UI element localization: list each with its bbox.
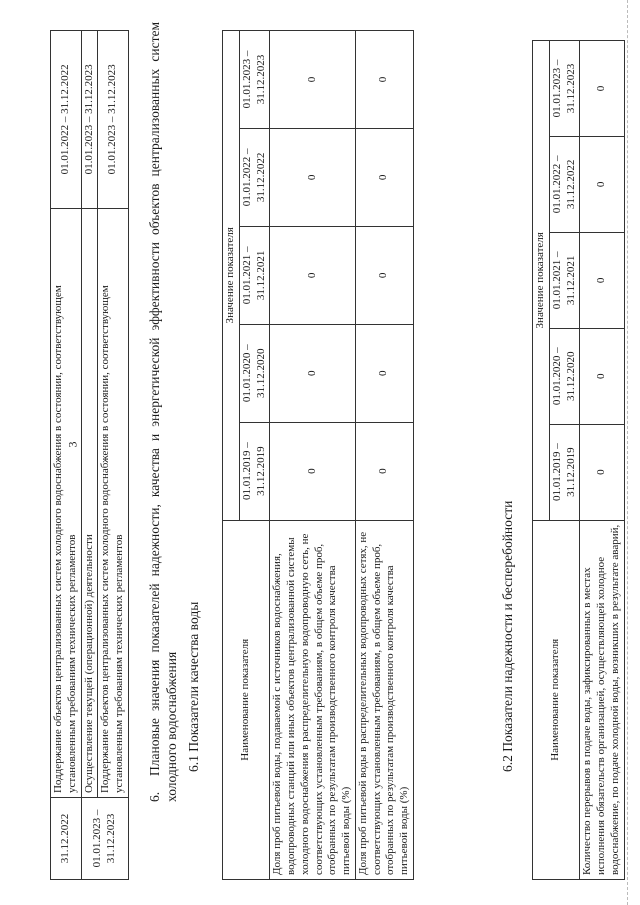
value-cell: 0 <box>580 328 624 424</box>
period-header: 01.01.2022 – 31.12.2022 <box>239 128 270 226</box>
table-row <box>51 31 82 880</box>
section-6-heading <box>146 22 180 802</box>
period-header: 01.01.2023 – 31.12.2023 <box>549 41 580 137</box>
period-header: 01.01.2021 – 31.12.2021 <box>239 226 270 324</box>
indicator-name: Количество перерывов в подаче воды, зафиксированных в местах исполнения обязательств организацией, осуществляющей холодное водоснабжение, по подаче холодной воды, возникших в результате аварий, <box>580 520 624 879</box>
value-group-header: Значение показателя <box>223 31 240 521</box>
period-header: 01.01.2023 – 31.12.2023 <box>239 31 270 129</box>
period-header: 01.01.2020 – 31.12.2020 <box>549 328 580 424</box>
name-header: Наименование показателя <box>533 520 580 879</box>
value-cell: 0 <box>270 226 356 324</box>
value-cell: 0 <box>270 31 356 129</box>
header-row <box>533 41 550 880</box>
table-row <box>270 31 356 880</box>
table-row <box>98 31 129 880</box>
page-number: 3 <box>65 441 80 448</box>
dates-cell: 01.01.2022 – 31.12.2022 <box>51 31 82 209</box>
value-cell: 0 <box>270 128 356 226</box>
indicator-name: Доля проб питьевой воды в распределительных водопроводных сетях, не соответствующих установленным требованиям, в общем объеме проб, отобранных по результатам производственного контроля качества питьевой воды (%) <box>355 520 413 879</box>
name-header: Наименование показателя <box>223 520 270 879</box>
table-row <box>81 31 98 880</box>
value-cell: 0 <box>580 136 624 232</box>
value-cell: 0 <box>355 128 413 226</box>
period-header: 01.01.2020 – 31.12.2020 <box>239 324 270 422</box>
period-cell: 31.12.2022 <box>51 798 82 880</box>
activity-cell: Поддержание объектов централизованных систем холодного водоснабжения в состоянии, соответствующем установленным требованиям технических регламентов <box>98 208 129 797</box>
value-cell: 0 <box>580 41 624 137</box>
section-title: Плановые значения показателей надежности, качества и энергетической эффективности объектов централизованных систем холодного водоснабжения <box>147 22 179 802</box>
indicator-name: Доля проб питьевой воды, подаваемой с источников водоснабжения, водопроводных станций или иных объектов централизованной системы холодного водоснабжения в распределительную водопроводную сеть, не соответствующих установленным требованиям, в общем объеме проб, отобранных по результатам производственного контроля качества питьевой воды (%) <box>270 520 356 879</box>
water-quality-table <box>222 30 414 880</box>
activity-cell: Поддержание объектов централизованных систем холодного водоснабжения в состоянии, соответствующем установленным требованиям технических регламентов <box>51 208 82 797</box>
table-row <box>355 31 413 880</box>
activities-table <box>50 30 129 880</box>
section-6-2-heading: 6.2 Показатели надежности и бесперебойности <box>500 500 515 772</box>
period-header: 01.01.2021 – 31.12.2021 <box>549 232 580 328</box>
value-cell: 0 <box>270 324 356 422</box>
value-cell: 0 <box>355 31 413 129</box>
value-cell: 0 <box>355 324 413 422</box>
period-header: 01.01.2022 – 31.12.2022 <box>549 136 580 232</box>
period-header: 01.01.2019 – 31.12.2019 <box>549 424 580 520</box>
value-cell: 0 <box>355 422 413 520</box>
value-cell: 0 <box>355 226 413 324</box>
value-cell: 0 <box>580 232 624 328</box>
section-number: 6. <box>147 791 162 802</box>
header-row <box>223 31 240 880</box>
value-cell: 0 <box>580 424 624 520</box>
period-cell: 01.01.2023 – 31.12.2023 <box>81 798 128 880</box>
dates-cell: 01.01.2023 – 31.12.2023 <box>98 31 129 209</box>
reliability-table <box>532 40 625 880</box>
dates-cell: 01.01.2023 – 31.12.2023 <box>81 31 98 209</box>
rotated-sheet <box>46 20 640 880</box>
activity-cell: Осуществление текущей (операционной) деятельности <box>81 208 98 797</box>
value-group-header: Значение показателя <box>533 41 550 521</box>
section-6-1-heading: 6.1 Показатели качества воды <box>186 601 201 772</box>
table-row <box>580 41 624 880</box>
value-cell: 0 <box>270 422 356 520</box>
period-header: 01.01.2019 – 31.12.2019 <box>239 422 270 520</box>
